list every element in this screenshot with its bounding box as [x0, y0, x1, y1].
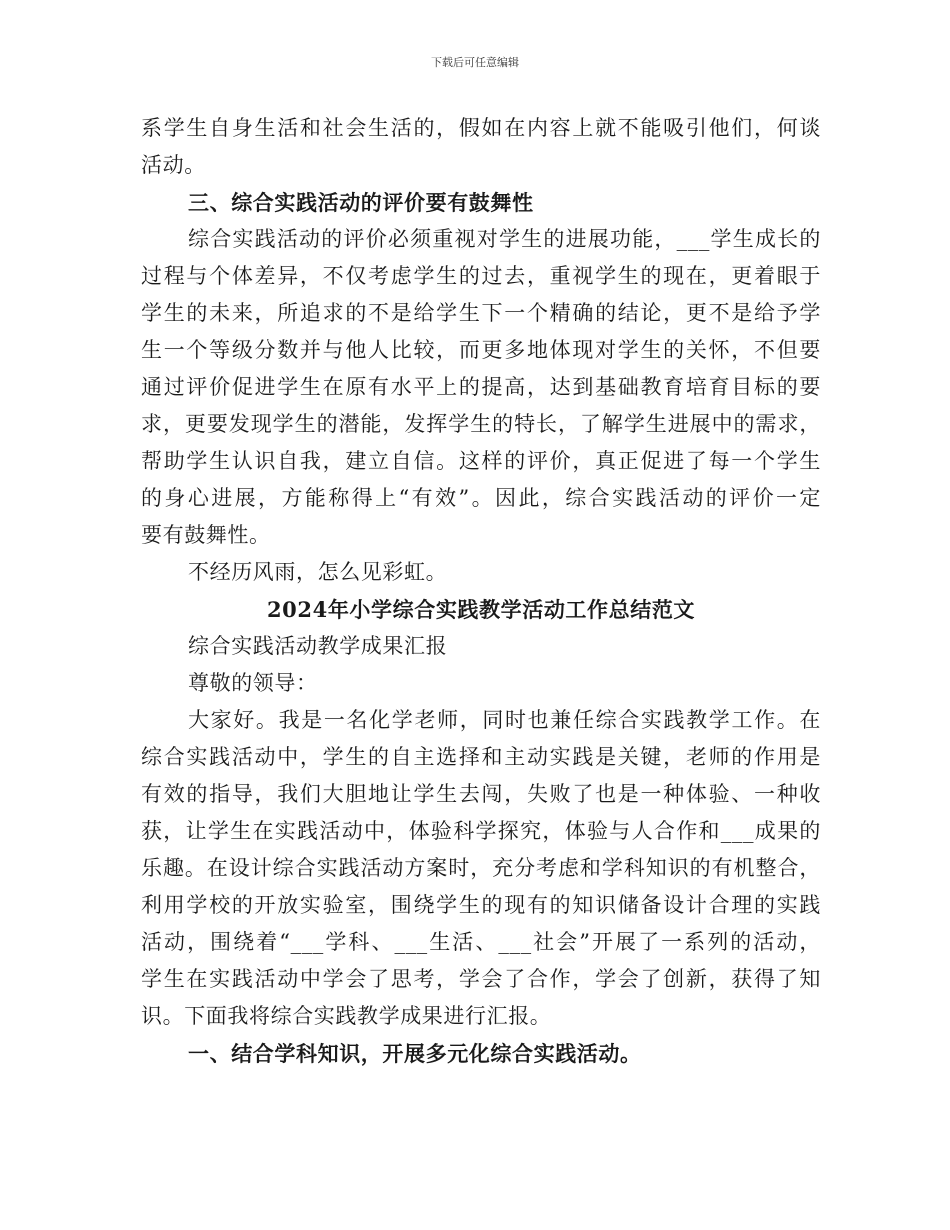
- section-heading-1: 一、结合学科知识，开展多元化综合实践活动。: [188, 1041, 642, 1066]
- paragraph-line: 学生在实践活动中学会了思考，学会了合作，学会了创新，获得了知: [141, 967, 821, 991]
- document-body: [141, 110, 821, 1072]
- paragraph-line: 有效的指导，我们大胆地让学生去闯，失败了也是一种体验、一种收: [141, 782, 821, 806]
- page-header: 下载后可任意编辑: [431, 56, 519, 69]
- paragraph-line: 帮助学生认识自我，建立自信。这样的评价，真正促进了每一个学生: [141, 449, 821, 473]
- paragraph-line: 的身心进展，方能称得上“有效”。因此，综合实践活动的评价一定: [141, 486, 821, 510]
- paragraph-line: 乐趣。在设计综合实践活动方案时，充分考虑和学科知识的有机整合，: [141, 856, 821, 880]
- paragraph-line: 大家好。我是一名化学老师，同时也兼任综合实践教学工作。在: [188, 708, 821, 732]
- salutation: 尊敬的领导：: [188, 671, 318, 695]
- paragraph-line: 生一个等级分数并与他人比较，而更多地体现对学生的关怀，不但要: [141, 338, 821, 362]
- paragraph-line: 求，更要发现学生的潜能，发挥学生的特长，了解学生进展中的需求，: [141, 412, 821, 436]
- paragraph-line: 通过评价促进学生在原有水平上的提高，达到基础教育培育目标的要: [141, 375, 821, 399]
- paragraph-line: 过程与个体差异，不仅考虑学生的过去，重视学生的现在，更着眼于: [141, 264, 821, 288]
- paragraph-line: 综合实践活动中，学生的自主选择和主动实践是关键，老师的作用是: [141, 745, 821, 769]
- paragraph-line: 要有鼓舞性。: [141, 523, 271, 547]
- paragraph-line: 活动。: [141, 153, 206, 177]
- paragraph-line: 识。下面我将综合实践教学成果进行汇报。: [141, 1004, 552, 1028]
- document-subtitle: 综合实践活动教学成果汇报: [188, 634, 448, 658]
- paragraph-line: 获，让学生在实践活动中，体验科学探究，体验与人合作和___成果的: [141, 819, 821, 843]
- paragraph-line: 学生的未来，所追求的不是给学生下一个精确的结论，更不是给予学: [141, 301, 821, 325]
- document-title: 2024年小学综合实践教学活动工作总结范文: [266, 597, 696, 622]
- paragraph-line: 利用学校的开放实验室，围绕学生的现有的知识储备设计合理的实践: [141, 893, 821, 917]
- paragraph-line: 系学生自身生活和社会生活的，假如在内容上就不能吸引他们，何谈: [141, 116, 821, 140]
- section-heading-3: 三、综合实践活动的评价要有鼓舞性: [188, 190, 534, 215]
- paragraph-line: 综合实践活动的评价必须重视对学生的进展功能，___学生成长的: [188, 227, 821, 251]
- closing-sentence: 不经历风雨，怎么见彩虹。: [188, 560, 448, 584]
- paragraph-line: 活动，围绕着“___学科、___生活、___社会”开展了一系列的活动，: [141, 930, 821, 954]
